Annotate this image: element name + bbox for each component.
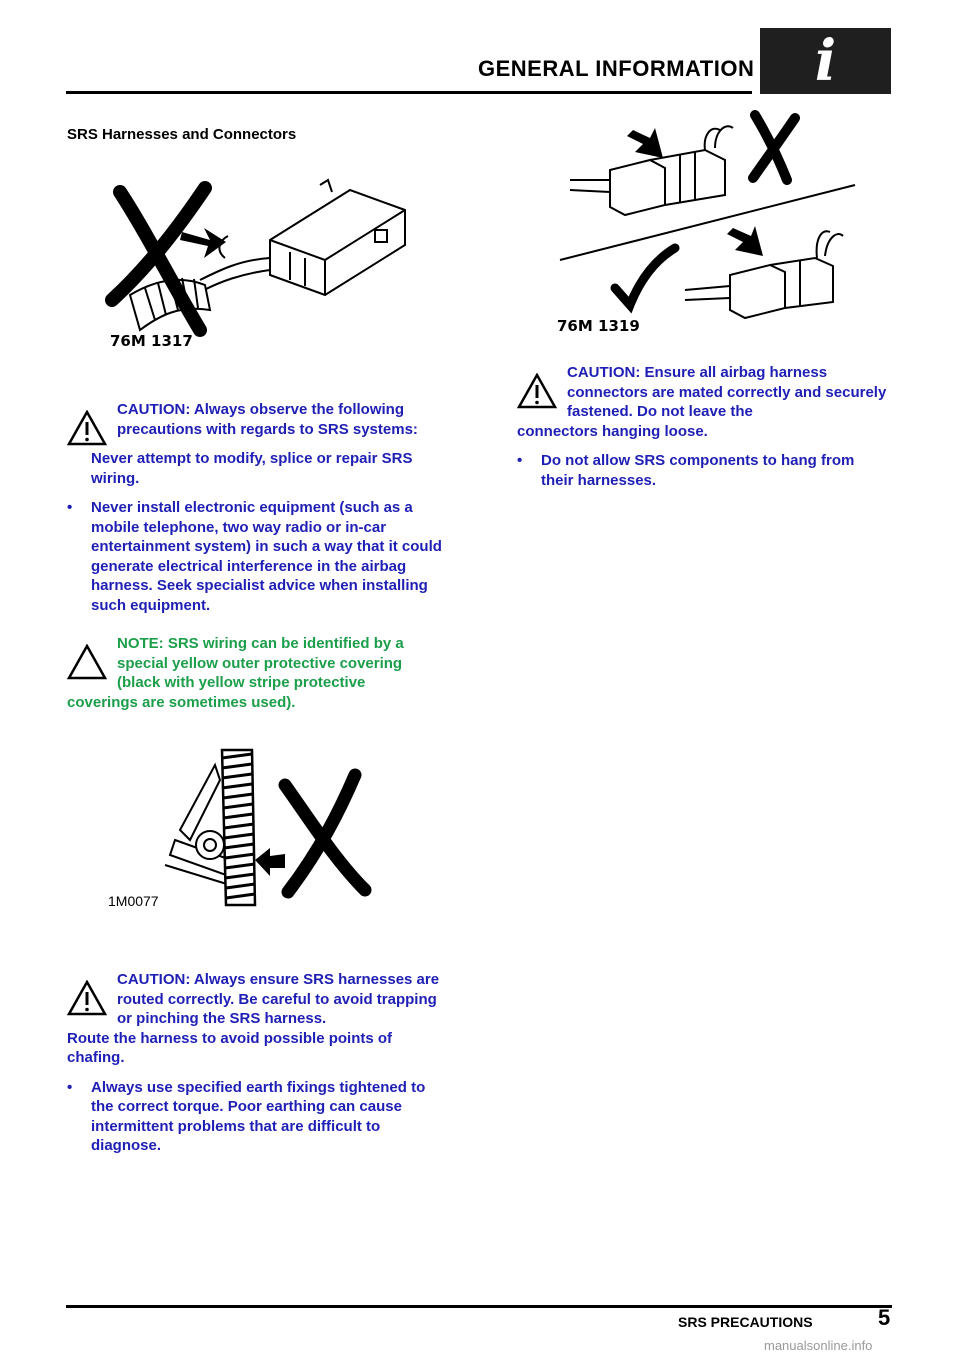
note-text: NOTE: SRS wiring can be identified by a special yellow outer protective covering (black with yellow stripe protective [117,635,404,691]
bullet-3-text: Do not allow SRS components to hang from their harnesses. [541,452,855,489]
warning-triangle-icon [517,373,557,409]
info-badge [760,28,891,94]
figure-2 [555,110,865,325]
harness-clip-illustration [160,740,380,910]
figure-3 [160,740,380,910]
caution-2-text: CAUTION: Always ensure SRS harnesses are routed correctly. Be careful to avoid trapping or pinching the SRS harness. [117,971,440,1027]
bullet-item-3 [517,451,887,490]
info-icon: i [814,28,837,94]
bullet-icon: • [67,499,73,516]
note-continuation: coverings are sometimes used). [67,693,296,711]
bullet-icon: • [67,1078,73,1096]
figure-3-label: 1M0077 [108,893,159,909]
page-number: 5 [878,1305,891,1330]
section-title: SRS Harnesses and Connectors [67,126,297,143]
caution-block-2 [67,970,442,1156]
bullet-icon: • [517,452,523,469]
warning-triangle-icon [67,410,107,446]
caution-3-text: CAUTION: Ensure all airbag harness connectors are mated correctly and securely fastened. Do not leave the [567,364,887,420]
footer-rule [66,1305,892,1308]
figure-1-label: 76M 1317 [110,332,193,350]
caution-block-1 [67,400,442,615]
bullet-2-text: Always use specified earth fixings tightened to the correct torque. Poor earthing can cause intermittent problems that are difficult to diagnose. [91,1078,426,1154]
note-triangle-icon [67,644,107,680]
note-block [67,634,442,712]
caution-1-text: CAUTION: Always observe the following precautions with regards to SRS systems: [117,401,418,438]
watermark: manualsonline.info [764,1338,873,1353]
bullet-item-1 [67,498,442,615]
caution-2-continuation: Route the harness to avoid possible points of chafing. [67,1029,393,1066]
figure-2-label: 76M 1319 [557,317,640,335]
caution-block-3 [517,363,887,490]
warning-triangle-icon [67,980,107,1016]
bullet-item-2 [67,1078,442,1156]
header-rule [66,91,752,94]
caution-1-continuation: Never attempt to modify, splice or repair SRS wiring. [91,450,413,487]
connector-illustration-2 [555,110,865,325]
caution-3-continuation: connectors hanging loose. [517,422,708,440]
bullet-1-text: Never install electronic equipment (such as a mobile telephone, two way radio or in-car entertainment system) in such a way that it could generate electrical interference in the airbag harness. Seek specialist advice when installing such equipment. [91,499,442,614]
footer-section-title: SRS PRECAUTIONS [678,1314,813,1330]
page-header-title: GENERAL INFORMATION [478,56,755,81]
